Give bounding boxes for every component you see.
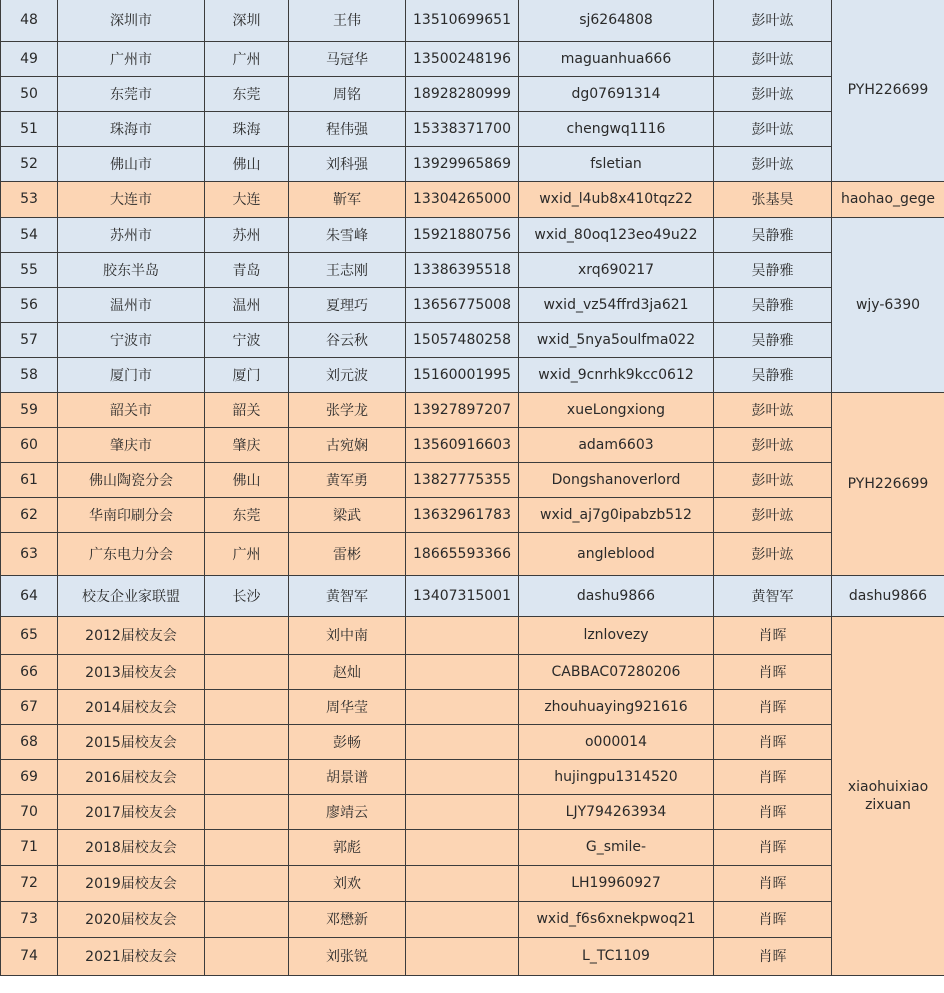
contact-cell: 彭叶竑	[714, 392, 832, 427]
city-cell: 苏州市	[58, 217, 205, 252]
short-name-cell: 苏州	[205, 217, 289, 252]
row-number: 48	[1, 0, 58, 41]
short-name-cell	[205, 865, 289, 901]
row-number: 57	[1, 322, 58, 357]
wechat-id-cell: wxid_f6s6xnekpwoq21	[519, 901, 714, 937]
short-name-cell: 韶关	[205, 392, 289, 427]
city-cell: 胶东半岛	[58, 252, 205, 287]
name-cell: 梁武	[289, 497, 406, 532]
phone-cell: 18928280999	[406, 76, 519, 111]
wechat-id-cell: wxid_l4ub8x410tqz22	[519, 181, 714, 217]
name-cell: 王伟	[289, 0, 406, 41]
phone-cell: 13632961783	[406, 497, 519, 532]
short-name-cell	[205, 759, 289, 794]
table-row	[1, 217, 944, 252]
row-number: 56	[1, 287, 58, 322]
short-name-cell: 宁波	[205, 322, 289, 357]
contact-cell: 彭叶竑	[714, 111, 832, 146]
phone-cell	[406, 616, 519, 654]
contact-cell: 张基昊	[714, 181, 832, 217]
short-name-cell: 大连	[205, 181, 289, 217]
group-id-cell: dashu9866	[832, 575, 944, 616]
phone-cell: 13656775008	[406, 287, 519, 322]
city-cell: 2017届校友会	[58, 794, 205, 829]
phone-cell: 13304265000	[406, 181, 519, 217]
name-cell: 马冠华	[289, 41, 406, 76]
name-cell: 靳军	[289, 181, 406, 217]
table-row	[1, 497, 944, 532]
name-cell: 赵灿	[289, 654, 406, 689]
contact-cell: 彭叶竑	[714, 497, 832, 532]
phone-cell	[406, 865, 519, 901]
short-name-cell	[205, 724, 289, 759]
city-cell: 2021届校友会	[58, 937, 205, 975]
phone-cell: 13386395518	[406, 252, 519, 287]
city-cell: 肇庆市	[58, 427, 205, 462]
name-cell: 夏理巧	[289, 287, 406, 322]
phone-cell	[406, 794, 519, 829]
phone-cell: 15160001995	[406, 357, 519, 392]
wechat-id-cell: xrq690217	[519, 252, 714, 287]
short-name-cell	[205, 937, 289, 975]
row-number: 68	[1, 724, 58, 759]
table-row	[1, 829, 944, 865]
contact-cell: 肖晖	[714, 616, 832, 654]
contact-cell: 彭叶竑	[714, 76, 832, 111]
name-cell: 黄智军	[289, 575, 406, 616]
row-number: 55	[1, 252, 58, 287]
name-cell: 廖靖云	[289, 794, 406, 829]
table-row	[1, 865, 944, 901]
contact-cell: 吴静雅	[714, 287, 832, 322]
phone-cell	[406, 829, 519, 865]
name-cell: 胡景谱	[289, 759, 406, 794]
phone-cell: 13929965869	[406, 146, 519, 181]
short-name-cell	[205, 689, 289, 724]
short-name-cell: 佛山	[205, 146, 289, 181]
name-cell: 古宛娴	[289, 427, 406, 462]
name-cell: 黄军勇	[289, 462, 406, 497]
short-name-cell	[205, 829, 289, 865]
group-id-cell: wjy-6390	[832, 217, 944, 392]
table-row	[1, 146, 944, 181]
name-cell: 刘张锐	[289, 937, 406, 975]
row-number: 65	[1, 616, 58, 654]
contact-cell: 肖晖	[714, 937, 832, 975]
wechat-id-cell: angleblood	[519, 532, 714, 575]
short-name-cell: 东莞	[205, 76, 289, 111]
phone-cell: 13407315001	[406, 575, 519, 616]
city-cell: 大连市	[58, 181, 205, 217]
wechat-id-cell: adam6603	[519, 427, 714, 462]
table-row	[1, 111, 944, 146]
row-number: 66	[1, 654, 58, 689]
short-name-cell: 珠海	[205, 111, 289, 146]
name-cell: 张学龙	[289, 392, 406, 427]
city-cell: 佛山陶瓷分会	[58, 462, 205, 497]
city-cell: 温州市	[58, 287, 205, 322]
table-row	[1, 41, 944, 76]
wechat-id-cell: wxid_80oq123eo49u22	[519, 217, 714, 252]
city-cell: 校友企业家联盟	[58, 575, 205, 616]
wechat-id-cell: wxid_5nya5oulfma022	[519, 322, 714, 357]
phone-cell	[406, 759, 519, 794]
table-row	[1, 357, 944, 392]
short-name-cell: 广州	[205, 41, 289, 76]
name-cell: 刘元波	[289, 357, 406, 392]
city-cell: 深圳市	[58, 0, 205, 41]
city-cell: 2020届校友会	[58, 901, 205, 937]
contact-cell: 吴静雅	[714, 322, 832, 357]
short-name-cell: 厦门	[205, 357, 289, 392]
row-number: 51	[1, 111, 58, 146]
wechat-id-cell: Dongshanoverlord	[519, 462, 714, 497]
group-id-cell: PYH226699	[832, 392, 944, 575]
table-row	[1, 287, 944, 322]
wechat-id-cell: wxid_vz54ffrd3ja621	[519, 287, 714, 322]
wechat-id-cell: fsletian	[519, 146, 714, 181]
city-cell: 2019届校友会	[58, 865, 205, 901]
table-row	[1, 462, 944, 497]
name-cell: 邓懋新	[289, 901, 406, 937]
row-number: 50	[1, 76, 58, 111]
wechat-id-cell: o000014	[519, 724, 714, 759]
short-name-cell: 长沙	[205, 575, 289, 616]
phone-cell: 13827775355	[406, 462, 519, 497]
phone-cell: 15921880756	[406, 217, 519, 252]
name-cell: 程伟强	[289, 111, 406, 146]
row-number: 64	[1, 575, 58, 616]
contact-cell: 彭叶竑	[714, 0, 832, 41]
row-number: 58	[1, 357, 58, 392]
contact-cell: 肖晖	[714, 689, 832, 724]
group-id-cell: PYH226699	[832, 0, 944, 181]
table-row	[1, 532, 944, 575]
short-name-cell: 肇庆	[205, 427, 289, 462]
table-row	[1, 392, 944, 427]
wechat-id-cell: wxid_9cnrhk9kcc0612	[519, 357, 714, 392]
name-cell: 王志刚	[289, 252, 406, 287]
short-name-cell	[205, 654, 289, 689]
name-cell: 刘科强	[289, 146, 406, 181]
table-row	[1, 654, 944, 689]
table-row	[1, 901, 944, 937]
table-row	[1, 689, 944, 724]
row-number: 60	[1, 427, 58, 462]
phone-cell: 13500248196	[406, 41, 519, 76]
row-number: 52	[1, 146, 58, 181]
row-number: 72	[1, 865, 58, 901]
contact-cell: 肖晖	[714, 724, 832, 759]
name-cell: 周铭	[289, 76, 406, 111]
name-cell: 周华莹	[289, 689, 406, 724]
contact-cell: 肖晖	[714, 759, 832, 794]
row-number: 74	[1, 937, 58, 975]
name-cell: 谷云秋	[289, 322, 406, 357]
wechat-id-cell: wxid_aj7g0ipabzb512	[519, 497, 714, 532]
wechat-id-cell: sj6264808	[519, 0, 714, 41]
phone-cell	[406, 937, 519, 975]
contact-cell: 肖晖	[714, 901, 832, 937]
contact-cell: 吴静雅	[714, 217, 832, 252]
row-number: 49	[1, 41, 58, 76]
wechat-id-cell: dashu9866	[519, 575, 714, 616]
table-row	[1, 724, 944, 759]
phone-cell: 13510699651	[406, 0, 519, 41]
short-name-cell: 温州	[205, 287, 289, 322]
short-name-cell: 青岛	[205, 252, 289, 287]
short-name-cell: 佛山	[205, 462, 289, 497]
city-cell: 2014届校友会	[58, 689, 205, 724]
row-number: 69	[1, 759, 58, 794]
table-row	[1, 427, 944, 462]
city-cell: 2015届校友会	[58, 724, 205, 759]
contact-cell: 彭叶竑	[714, 427, 832, 462]
contact-cell: 彭叶竑	[714, 532, 832, 575]
row-number: 70	[1, 794, 58, 829]
phone-cell: 15057480258	[406, 322, 519, 357]
contact-cell: 黄智军	[714, 575, 832, 616]
contact-cell: 肖晖	[714, 865, 832, 901]
table-row	[1, 181, 944, 217]
city-cell: 广东电力分会	[58, 532, 205, 575]
phone-cell: 15338371700	[406, 111, 519, 146]
city-cell: 韶关市	[58, 392, 205, 427]
wechat-id-cell: chengwq1116	[519, 111, 714, 146]
city-cell: 2018届校友会	[58, 829, 205, 865]
phone-cell: 13927897207	[406, 392, 519, 427]
table-row	[1, 794, 944, 829]
table-row	[1, 252, 944, 287]
table-row	[1, 616, 944, 654]
name-cell: 刘欢	[289, 865, 406, 901]
phone-cell	[406, 689, 519, 724]
group-id-cell: xiaohuixiao zixuan	[832, 616, 944, 975]
table-row	[1, 575, 944, 616]
row-number: 53	[1, 181, 58, 217]
contact-cell: 彭叶竑	[714, 41, 832, 76]
city-cell: 2016届校友会	[58, 759, 205, 794]
table-row	[1, 0, 944, 41]
table-row	[1, 759, 944, 794]
row-number: 67	[1, 689, 58, 724]
phone-cell	[406, 901, 519, 937]
table-body	[1, 0, 944, 975]
wechat-id-cell: dg07691314	[519, 76, 714, 111]
wechat-id-cell: hujingpu1314520	[519, 759, 714, 794]
short-name-cell	[205, 794, 289, 829]
row-number: 59	[1, 392, 58, 427]
name-cell: 彭畅	[289, 724, 406, 759]
city-cell: 厦门市	[58, 357, 205, 392]
city-cell: 佛山市	[58, 146, 205, 181]
name-cell: 刘中南	[289, 616, 406, 654]
row-number: 63	[1, 532, 58, 575]
wechat-id-cell: LJY794263934	[519, 794, 714, 829]
city-cell: 2013届校友会	[58, 654, 205, 689]
phone-cell	[406, 654, 519, 689]
wechat-id-cell: L_TC1109	[519, 937, 714, 975]
row-number: 71	[1, 829, 58, 865]
city-cell: 宁波市	[58, 322, 205, 357]
city-cell: 2012届校友会	[58, 616, 205, 654]
short-name-cell	[205, 616, 289, 654]
wechat-id-cell: G_smile-	[519, 829, 714, 865]
city-cell: 广州市	[58, 41, 205, 76]
contact-cell: 彭叶竑	[714, 146, 832, 181]
name-cell: 雷彬	[289, 532, 406, 575]
row-number: 61	[1, 462, 58, 497]
table-row	[1, 937, 944, 975]
city-cell: 华南印刷分会	[58, 497, 205, 532]
city-cell: 东莞市	[58, 76, 205, 111]
contact-cell: 肖晖	[714, 654, 832, 689]
short-name-cell: 深圳	[205, 0, 289, 41]
wechat-id-cell: CABBAC07280206	[519, 654, 714, 689]
short-name-cell: 东莞	[205, 497, 289, 532]
name-cell: 郭彪	[289, 829, 406, 865]
name-cell: 朱雪峰	[289, 217, 406, 252]
contact-cell: 肖晖	[714, 829, 832, 865]
phone-cell: 18665593366	[406, 532, 519, 575]
short-name-cell	[205, 901, 289, 937]
contact-cell: 吴静雅	[714, 357, 832, 392]
phone-cell: 13560916603	[406, 427, 519, 462]
row-number: 73	[1, 901, 58, 937]
table-row	[1, 76, 944, 111]
contact-cell: 肖晖	[714, 794, 832, 829]
wechat-id-cell: lznlovezy	[519, 616, 714, 654]
contact-cell: 彭叶竑	[714, 462, 832, 497]
wechat-id-cell: maguanhua666	[519, 41, 714, 76]
short-name-cell: 广州	[205, 532, 289, 575]
wechat-id-cell: xueLongxiong	[519, 392, 714, 427]
wechat-id-cell: zhouhuaying921616	[519, 689, 714, 724]
row-number: 62	[1, 497, 58, 532]
wechat-id-cell: LH19960927	[519, 865, 714, 901]
city-cell: 珠海市	[58, 111, 205, 146]
table-row	[1, 322, 944, 357]
row-number: 54	[1, 217, 58, 252]
contact-cell: 吴静雅	[714, 252, 832, 287]
phone-cell	[406, 724, 519, 759]
group-id-cell: haohao_gege	[832, 181, 944, 217]
